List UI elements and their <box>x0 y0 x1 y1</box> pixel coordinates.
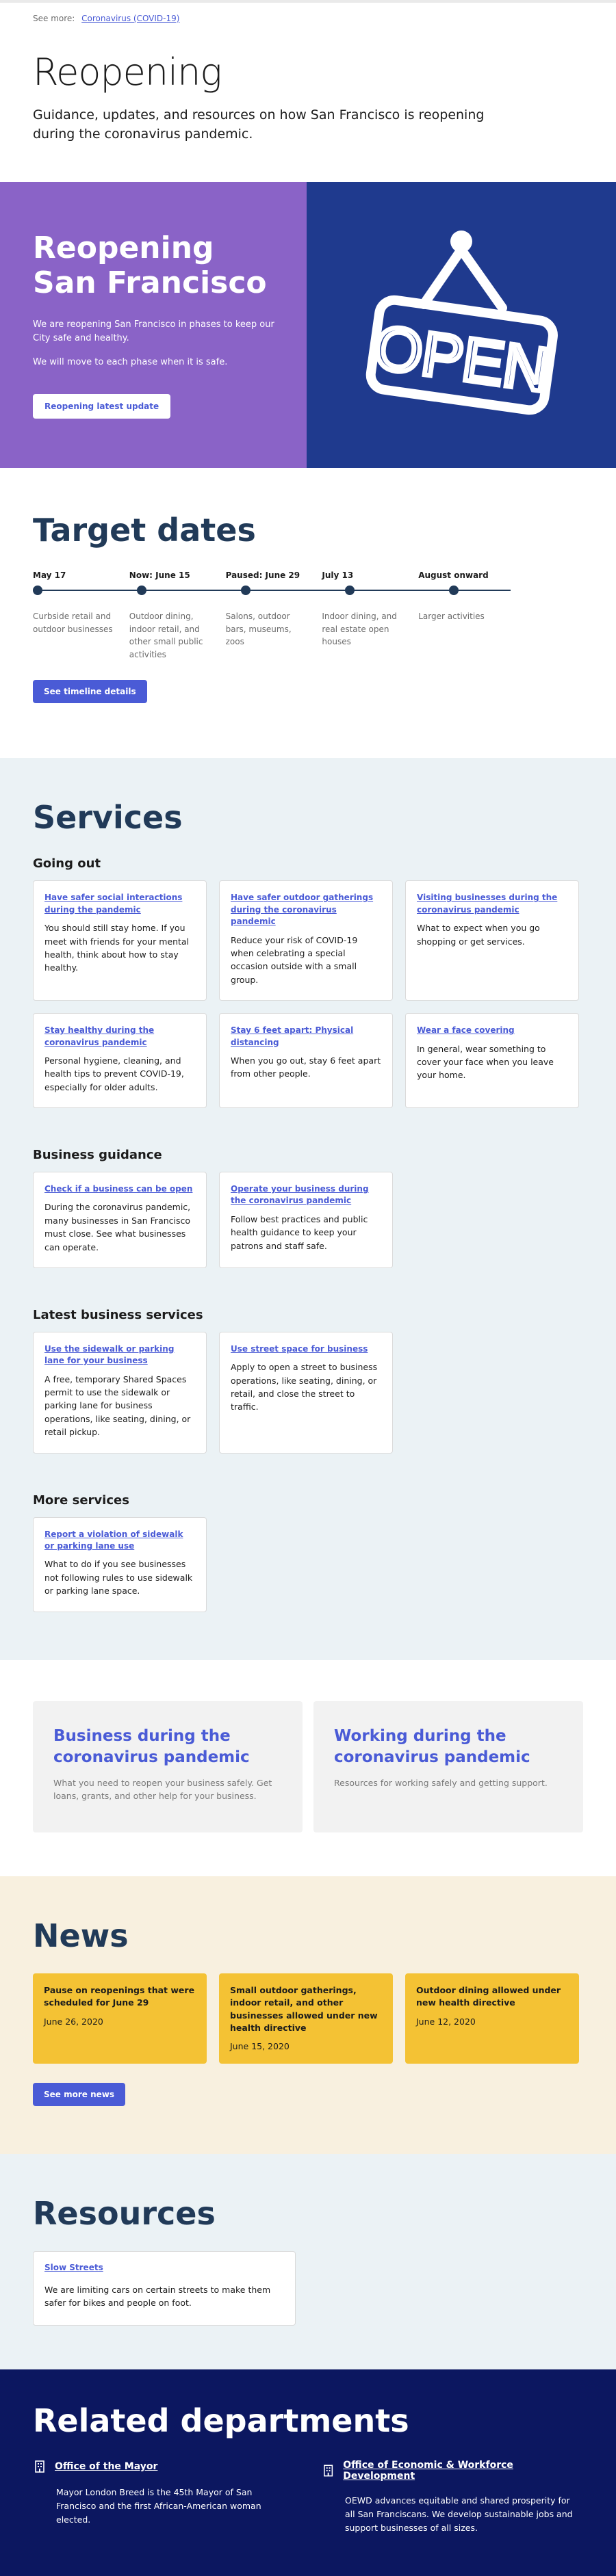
service-card-link[interactable]: Use the sidewalk or parking lane for your business <box>44 1343 175 1366</box>
timeline <box>33 570 515 661</box>
see-more-news-button[interactable]: See more news <box>33 2083 125 2106</box>
timeline-details-button[interactable]: See timeline details <box>33 680 147 703</box>
service-card <box>219 1013 393 1108</box>
going-out-cards <box>33 880 583 1108</box>
service-card <box>219 880 393 1001</box>
more-services-heading: More services <box>33 1493 129 1508</box>
timeline-track <box>33 580 515 601</box>
feature-card-title[interactable]: Business during the coronavirus pandemic <box>53 1726 250 1766</box>
more-services-cards <box>33 1517 583 1612</box>
services-title: Services <box>33 799 183 837</box>
timeline-descriptions <box>33 610 515 661</box>
department-link[interactable]: Office of the Mayor <box>55 2460 158 2472</box>
building-icon <box>33 2460 47 2473</box>
service-card <box>33 1332 207 1454</box>
sign-text: OPEN <box>370 313 553 406</box>
service-card-description: Apply to open a street to business operations, like seating, dining, or retail, and close the street to traffic. <box>231 1362 378 1412</box>
news-card[interactable] <box>219 1973 393 2064</box>
news-section <box>0 1876 616 2154</box>
service-card-description: Follow best practices and public health guidance to keep your patrons and staff safe. <box>231 1213 368 1251</box>
service-card-link[interactable]: Stay healthy during the coronavirus pandemic <box>44 1025 155 1047</box>
service-card <box>33 880 207 1001</box>
related-departments-title: Related departments <box>33 2402 409 2439</box>
target-dates-section <box>0 468 616 758</box>
related-departments-section <box>0 2369 616 2576</box>
feature-card-description: What you need to reopen your business safely. Get loans, grants, and other help for your business. <box>53 1777 272 1801</box>
service-card-description: Reduce your risk of COVID-19 when celebrating a special occasion outside with a small group. <box>231 934 358 985</box>
service-card-description: Personal hygiene, cleaning, and health tips to prevent COVID-19, especially for older adults. <box>44 1055 184 1092</box>
service-card <box>219 1332 393 1454</box>
timeline-dot <box>345 586 355 595</box>
department-link[interactable]: Office of Economic & Workforce Development <box>343 2459 513 2482</box>
phase-description: Curbside retail and outdoor businesses <box>33 612 113 634</box>
banner-image-panel <box>307 182 616 468</box>
resource-card-link[interactable]: Slow Streets <box>44 2262 103 2272</box>
business-guidance-cards <box>33 1172 583 1268</box>
department-header <box>322 2460 579 2482</box>
service-card-link[interactable]: Have safer social interactions during the pandemic <box>44 893 183 915</box>
see-more-bar <box>0 3 616 23</box>
departments-list <box>33 2460 583 2535</box>
banner-title: Reopening San Francisco <box>33 231 267 300</box>
phase-label: August onward <box>418 570 489 581</box>
feature-card-title[interactable]: Working during the coronavirus pandemic <box>334 1726 530 1766</box>
department-item <box>322 2460 579 2535</box>
service-card <box>405 880 579 1001</box>
page-title: Reopening <box>33 51 222 94</box>
news-card-date: June 12, 2020 <box>416 2016 476 2027</box>
timeline-bar <box>37 590 511 591</box>
service-card-link[interactable]: Have safer outdoor gatherings during the coronavirus pandemic <box>231 893 374 927</box>
phase-label: Paused: June 29 <box>225 570 300 581</box>
business-guidance-heading: Business guidance <box>33 1148 162 1163</box>
phase-description: Larger activities <box>418 612 485 622</box>
latest-business-heading: Latest business services <box>33 1307 203 1322</box>
services-section <box>0 758 616 1659</box>
news-card-title[interactable]: Pause on reopenings that were scheduled for June 29 <box>44 1985 195 2008</box>
resource-card <box>33 2251 296 2326</box>
department-description: OEWD advances equitable and shared prosperity for all San Franciscans. We develop sustainable jobs and support businesses of all sizes. <box>345 2495 573 2533</box>
feature-card[interactable] <box>313 1701 583 1833</box>
service-card <box>33 1013 207 1108</box>
see-more-label: See more: <box>33 14 75 23</box>
service-card-description: When you go out, stay 6 feet apart from other people. <box>231 1055 381 1079</box>
service-card <box>33 1517 207 1612</box>
service-card-link[interactable]: Visiting businesses during the coronavirus pandemic <box>417 893 558 915</box>
department-item <box>33 2460 290 2535</box>
service-card-description: You should still stay home. If you meet with friends for your mental health, think about how to stay healthy. <box>44 923 190 973</box>
timeline-dot <box>449 586 459 595</box>
banner-paragraph-1: We are reopening San Francisco in phases to keep our City safe and healthy. <box>33 319 274 344</box>
resources-section <box>0 2154 616 2369</box>
feature-card-description: Resources for working safely and getting support. <box>334 1777 548 1788</box>
service-card-link[interactable]: Report a violation of sidewalk or parking lane use <box>44 1529 183 1551</box>
phase-description: Indoor dining, and real estate open houses <box>322 612 397 647</box>
department-header <box>33 2460 290 2473</box>
timeline-dot <box>241 586 251 595</box>
service-card <box>33 1172 207 1268</box>
covid-link[interactable]: Coronavirus (COVID-19) <box>81 14 180 23</box>
target-dates-title: Target dates <box>33 512 256 549</box>
page-subtitle: Guidance, updates, and resources on how San Francisco is reopening during the coronavirus pandemic. <box>33 107 485 142</box>
service-card-description: In general, wear something to cover your face when you leave your home. <box>417 1043 554 1081</box>
service-card-link[interactable]: Operate your business during the coronavirus pandemic <box>231 1184 369 1206</box>
reopening-banner <box>0 182 616 468</box>
timeline-dot <box>33 586 42 595</box>
latest-business-cards <box>33 1332 583 1454</box>
open-sign-icon <box>359 222 564 428</box>
going-out-heading: Going out <box>33 856 101 871</box>
phase-label: May 17 <box>33 570 66 581</box>
resource-card-description: We are limiting cars on certain streets to make them safer for bikes and people on foot. <box>44 2284 271 2309</box>
phase-label: July 13 <box>322 570 354 581</box>
service-card-link[interactable]: Check if a business can be open <box>44 1184 193 1194</box>
service-card-description: What to do if you see businesses not following rules to use sidewalk or parking lane space. <box>44 1559 193 1596</box>
news-cards <box>33 1973 583 2064</box>
service-card-link[interactable]: Stay 6 feet apart: Physical distancing <box>231 1025 354 1047</box>
service-card-description: During the coronavirus pandemic, many businesses in San Francisco must close. See what businesses can operate. <box>44 1202 191 1252</box>
news-card-title[interactable]: Small outdoor gatherings, indoor retail, and other businesses allowed under new health directive <box>230 1985 378 2033</box>
feature-links-section <box>0 1660 616 1877</box>
service-card-description: What to expect when you go shopping or get services. <box>417 923 540 947</box>
service-card-link[interactable]: Wear a face covering <box>417 1025 515 1036</box>
banner-text-panel <box>0 182 307 468</box>
service-card <box>405 1013 579 1108</box>
news-card-date: June 15, 2020 <box>230 2040 290 2051</box>
service-card-link[interactable]: Use street space for business <box>231 1343 368 1354</box>
service-card-description: A free, temporary Shared Spaces permit to use the sidewalk or parking lane for business operations, like seating, dining, or retail pickup. <box>44 1374 191 1438</box>
building-icon <box>322 2464 335 2478</box>
resources-title: Resources <box>33 2194 216 2232</box>
news-card[interactable] <box>405 1973 579 2064</box>
news-card-title[interactable]: Outdoor dining allowed under new health directive <box>416 1985 561 2008</box>
feature-card[interactable] <box>33 1701 303 1833</box>
phase-description: Salons, outdoor bars, museums, zoos <box>225 612 292 647</box>
phase-label: Now: June 15 <box>129 570 190 581</box>
timeline-dot <box>137 586 146 595</box>
news-card-date: June 26, 2020 <box>44 2016 103 2027</box>
phase-description: Outdoor dining, indoor retail, and other small public activities <box>129 612 203 659</box>
timeline-labels <box>33 570 515 580</box>
reopening-update-button[interactable]: Reopening latest update <box>33 394 170 419</box>
service-card <box>219 1172 393 1268</box>
department-description: Mayor London Breed is the 45th Mayor of San Francisco and the first African-American woman elected. <box>56 2486 261 2525</box>
news-title: News <box>33 1917 129 1955</box>
banner-paragraph-2: We will move to each phase when it is safe. <box>33 356 228 367</box>
news-card[interactable] <box>33 1973 207 2064</box>
